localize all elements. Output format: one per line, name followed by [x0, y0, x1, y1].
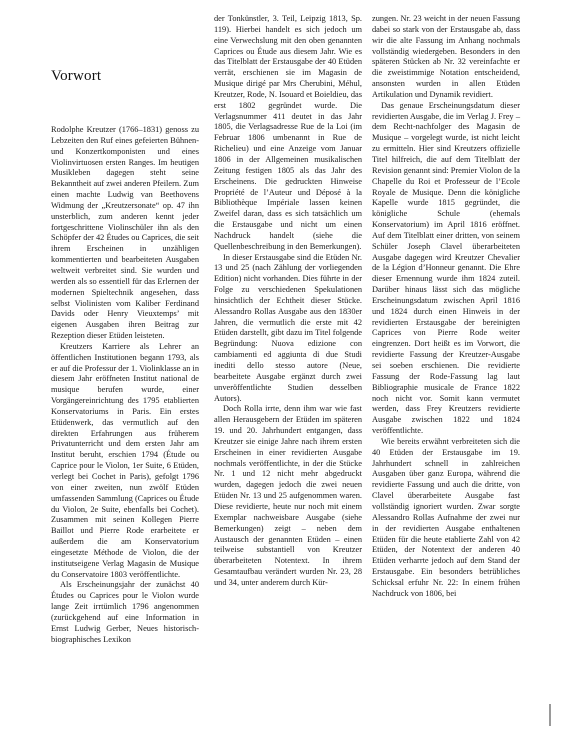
paragraph: Doch Rolla irrte, denn ihm war wie fast allen Herausgebern der Etüden im späteren 19. und 20. Jahrhundert entgangen, dass Kreutzer sie einige Jahre nach ihrem ersten Erscheinen in einer revidierten Ausgabe nochmals veröffentlichte, in der die Stücke Nr. 1 und 12 nicht mehr abgedruckt wurden, dagegen jedoch die zwei neuen Etüden Nr. 13 und 25 aufgenommen waren. Diese revidierte, heute nur noch mit einem Exemplar nachweisbare Ausgabe (siehe Bemerkungen) zeigt – neben dem Austausch der genannten Etüden – einen teilweise substantiell von Kreutzer überarbeiteten Notentext. In ihrem Gesamtaufbau verändert wurden Nr. 23, 28 und 34, unter anderem durch Kür-	[214, 404, 362, 587]
paragraph: zungen. Nr. 23 weicht in der neuen Fassung dabei so stark von der Erstausgabe ab, dass wir die alte Fassung im Anhang nochmals vollständig wiedergeben. Besonders in den späteren Stücken ab Nr. 32 vereinfachte er die zweistimmige Notation entscheidend, ansonsten wurden in allen Etüden Artikulation und Dynamik revidiert.	[372, 14, 520, 99]
paragraph: Als Erscheinungsjahr der zunächst 40 Études ou Caprices pour le Violon wurde lange Zeit irrtümlich 1796 angenommen (zurückgehend auf eine Information in Ernst Ludwig Gerber, Neues historisch-biographisches Lexikon	[51, 580, 199, 644]
page-title: Vorwort	[51, 68, 102, 84]
page-edge-marker	[549, 704, 551, 726]
paragraph: Rodolphe Kreutzer (1766–1831) genoss zu Lebzeiten den Ruf eines gefeierten Bühnen- und Konzertkomponisten und eines Violinvirtuosen ersten Ranges. Im heutigen Musikleben dagegen steht seine Bekanntheit auf zwei anderen Pfeilern. Zum einen machte Ludwig van Beethovens Widmung der „Kreutzersonate“ op. 47 ihn unsterblich, zum anderen kennt jeder fortgeschrittene Violinschüler ihn als den Schöpfer der 42 Études ou Caprices, die seit ihrem Erscheinen in unzähligen kommentierten und bearbeiteten Ausgaben weltweit verbreitet sind. Sie wurden und werden als so essentiell für das Erlernen der modernen Spieltechnik angesehen, dass selbst Violinisten vom Kaliber Ferdinand Davids oder Henry Vieuxtemps’ mit eigenen Ausgaben ihren Beitrag zur Rezeption dieser Etüden leisteten.	[51, 125, 199, 341]
text-column-2	[214, 14, 362, 589]
paragraph: Kreutzers Karriere als Lehrer an öffentlichen Institutionen begann 1793, als er auf die Professur der 1. Violinklasse an in diesem Jahr eröffneten Institut national de musique berufen wurde, einer Vorgängereinrichtung des 1795 etablierten Konservatoriums in Paris. Ein erstes Etüdenwerk, das vermutlich auf den direkten Erfahrungen aus früherem Privatunterricht und dem ersten Jahr am Institut beruht, erschien 1794 (Étude ou Caprice pour le Violon, 1er Suite, 6 Etüden, verlegt bei Cochet in Paris), gefolgt 1796 von einer zweiten, nun zwölf Etüden umfassenden Sammlung (Caprices ou Étude du Violon, 2e Suite, ebenfalls bei Cochet). Zusammen mit seinen Kollegen Pierre Baillot und Pierre Rode erarbeitete er außerdem die am Konservatorium eingesetzte Méthode de Violon, die der institutseigene Verlag Magasin de Musique du Conservatoire 1803 veröffentlichte.	[51, 341, 199, 579]
paragraph: der Tonkünstler, 3. Teil, Leipzig 1813, Sp. 119). Hierbei handelt es sich jedoch um eine Verwechslung mit den oben genannten Caprices ou Étude aus diesem Jahr. Wie es das Titelblatt der Erstausgabe der 40 Etüden verrät, erschienen sie im Magasin de Musique dirigé par Mrs Cherubini, Méhul, Kreutzer, Rode, N. Isouard et Boieldieu, das erst 1802 gegründet wurde. Die Verlagsnummer 411 deutet in das Jahr 1805, die Verlagsadresse Rue de la Loi (im Februar 1806 umbenannt in Rue de Richelieu) und eine Anzeige vom Januar 1806 in der Allgemeinen musikalischen Zeitung festigen 1805 als das Jahr des Erscheinens. Die gedruckten Hinweise Propriété de l’Auteur und Déposé à la Bibliothèque Impériale lassen keinen Zweifel daran, dass es sich tatsächlich um die Erstausgabe und nicht um einen Nachdruck handelt (siehe die Quellenbeschreibung in den Bemerkungen).	[214, 14, 362, 251]
paragraph: In dieser Erstausgabe sind die Etüden Nr. 13 und 25 (nach Zählung der vorliegenden Edition) nicht vorhanden. Dies führte in der Folge zu verschiedenen Spekulationen hinsichtlich der Echtheit dieser Stücke. Alessandro Rollas Ausgabe aus den 1830er Jahren, die vermutlich die erste mit 42 Etüden darstellt, gibt dazu im Titel folgende Begründung: Nuova edizione con cambiamenti ed aggiunta di due Studi inediti dello stesso autore (Neue, bearbeitete Ausgabe ergänzt durch zwei unveröffentlichte Studien desselben Autors).	[214, 252, 362, 403]
text-column-1	[51, 125, 199, 646]
paragraph: Wie bereits erwähnt verbreiteten sich die 40 Etüden der Erstausgabe im 19. Jahrhundert schnell in zahlreichen Ausgaben über ganz Europa, während die revidierte Fassung und auch die dritte, von Clavel überarbeitete Ausgabe fast vollständig ignoriert wurden. Zwar sorgte Alessandro Rollas Aufnahme der zwei nur in der revidierten Ausgabe enthaltenen Etüden für die heute etablierte Zahl von 42 Etüden, der Notentext der anderen 40 Etüden verharrte jedoch auf dem Stand der Erstausgabe. Ein besonders betrübliches Schicksal erfuhr Nr. 22: In einem frühen Nachdruck von 1806, bei	[372, 436, 520, 598]
text-column-3	[372, 14, 520, 600]
paragraph: Das genaue Erscheinungsdatum dieser revidierten Ausgabe, die im Verlag J. Frey – dem Recht-nachfolger des Magasin de Musique – vorgelegt wurde, ist nicht leicht zu ermitteln. Hier sind Kreutzers offizielle Titel hilfreich, die auf dem Titelblatt der Revision genannt sind: Premier Violon de la Chapelle du Roi et Professeur de l’Ecole Royale de Musique. Denn die königliche Kapelle wurde 1815 gegründet, die königliche Schule (ehemals Konservatorium) im April 1816 eröffnet. Auf dem Titelblatt einer dritten, von seinem Schüler Joseph Clavel überarbeiteten Ausgabe dagegen wird Kreutzer Chevalier de la Légion d’Honneur genannt. Die Ehre dieser Ernennung wurde ihm 1824 zuteil. Darüber hinaus lässt sich das mögliche Erscheinungsdatum zwischen April 1816 und 1824 durch einen Hinweis in der revidierten Erstausgabe der bereinigten Caprices von Pierre Rode weiter eingrenzen. Dort heißt es im Vorwort, die revidierte Fassung der Kreutzer-Ausgabe sei soeben erschienen. Die revidierte Fassung der Rode-Fassung lag laut Bibliographie musicale de France 1822 noch nicht vor. Somit kann vermutet werden, dass Frey Kreutzers revidierte Ausgabe zwischen 1822 und 1824 veröffentlichte.	[372, 100, 520, 436]
